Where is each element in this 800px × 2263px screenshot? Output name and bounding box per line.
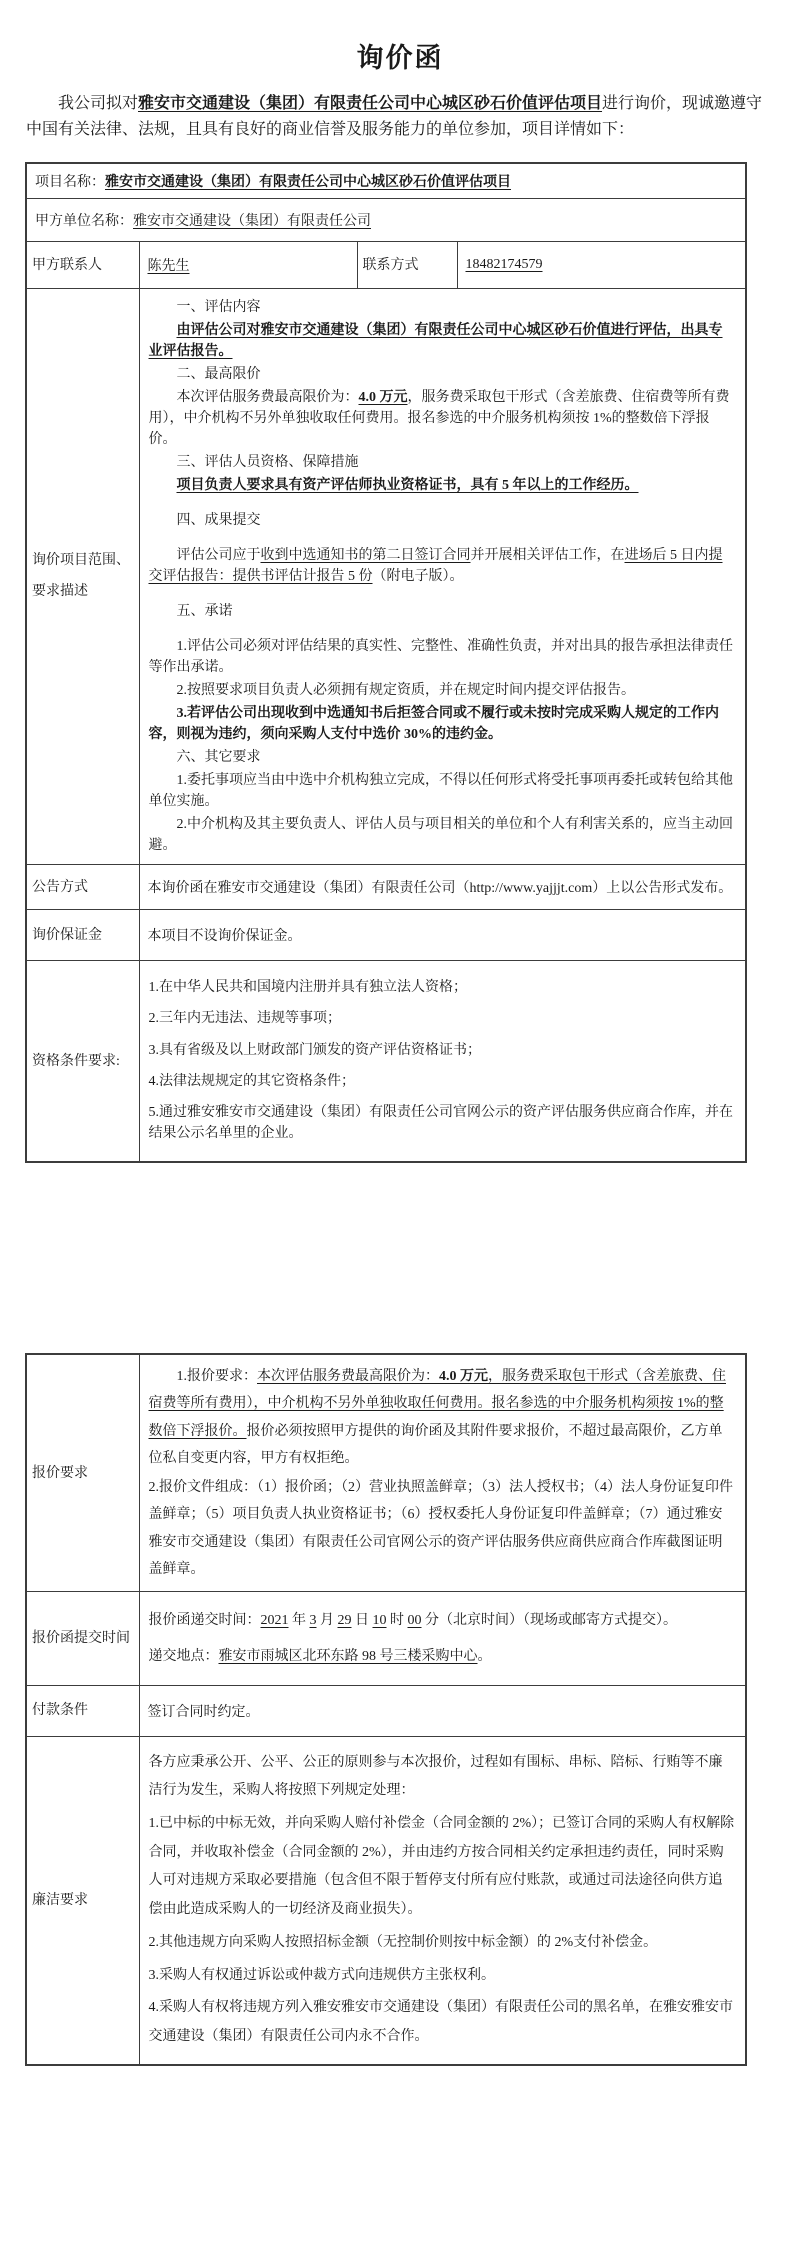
integrity-content	[139, 1736, 746, 2064]
text-segment: 2021	[260, 1613, 289, 1629]
paragraph	[149, 978, 737, 998]
project-name-label: 项目名称：	[35, 175, 105, 191]
paragraph	[149, 510, 737, 531]
text-segment: 4.法律法规规定的其它资格条件；	[148, 1074, 355, 1090]
text-segment: （附电子版）。	[372, 569, 464, 585]
text-segment: 我公司拟对	[58, 95, 139, 112]
text-segment: 递交地点：	[148, 1648, 219, 1664]
text-segment: 本次评估服务费最高限价为：	[257, 1368, 439, 1384]
text-segment: 进行询价，现诚邀遵守中国有关法律、法规，且具有良好的商业信誉及服务能力的单位参加，项目详情如下：	[26, 95, 763, 138]
text-segment: 4.采购人有权将违规方列入雅安雅安市交通建设（集团）有限责任公司的黑名单，在雅安雅安市交通建设（集团）有限责任公司内永不合作。	[148, 2000, 733, 2044]
text-segment: 3.若评估公司出现收到中选通知书后拒签合同或不履行或未按时完成采购人规定的工作内容，则视为违约，须向采购人支付中选价 30%的违约金。	[148, 706, 719, 743]
paragraph	[149, 680, 737, 701]
paragraph	[149, 814, 737, 856]
text-segment: 本次评估服务费最高限价为：	[176, 390, 359, 406]
paragraph	[149, 1749, 737, 1806]
text-segment: 29	[337, 1613, 352, 1629]
text-segment: 六、其它要求	[176, 750, 261, 766]
text-segment: 五、承诺	[176, 604, 233, 620]
text-segment: 一、评估内容	[176, 300, 261, 316]
project-name-cell	[26, 163, 746, 199]
text-segment: 项目负责人要求具有资产评估师执业资格证书，具有 5 年以上的工作经历。	[176, 478, 639, 494]
text-segment: 雅安市雨城区北环东路 98 号三楼采购中心	[218, 1648, 478, 1664]
paragraph	[149, 545, 737, 587]
scope-label: 询价项目范围、要求描述	[26, 289, 139, 865]
text-segment: 日	[351, 1613, 373, 1629]
row-quote-requirements	[26, 1354, 746, 1592]
row-integrity	[26, 1736, 746, 2064]
text-segment: 。	[477, 1648, 492, 1664]
paragraph	[149, 320, 737, 362]
paragraph	[149, 475, 737, 496]
paragraph	[149, 1041, 737, 1061]
intro-paragraph	[26, 91, 770, 142]
text-segment: 1.已中标的中标无效，并向采购人赔付补偿金（合同金额的 2%）；已签订合同的采购人有权解除合同，并收取补偿金（合同金额的 2%），并由违约方按合同相关约定承担违约责任，同时采购人可对违规方采取必要措施（包含但不限于暂停支付所有应付账款，或通过司法途径向供方追偿由此造成采购人的一切经济及商业损失）。	[148, 1816, 735, 1918]
row-deposit	[26, 910, 746, 961]
paragraph	[149, 1474, 737, 1583]
paragraph	[149, 747, 737, 768]
text-segment: 四、成果提交	[176, 513, 261, 529]
text-segment: 并开展相关评估工作，在	[470, 548, 625, 564]
payment-terms-label: 付款条件	[26, 1685, 139, 1736]
text-segment: 5.通过雅安雅安市交通建设（集团）有限责任公司官网公示的资产评估服务供应商合作库，并在结果公示名单里的企业。	[148, 1105, 733, 1141]
paragraph	[149, 1608, 737, 1633]
paragraph	[149, 1103, 737, 1144]
row-payment-terms	[26, 1685, 746, 1736]
text-segment: ，服务费采取包干形式（含差旅费、住宿费等所有费用），中介机构不另外单独收取任何费用。报名参选的中介服务机构须按 1%的整数倍下浮报价。	[148, 1368, 726, 1439]
paragraph	[149, 364, 737, 385]
text-segment: 4.0 万元	[358, 390, 408, 406]
project-name-value: 雅安市交通建设（集团）有限责任公司中心城区砂石价值评估项目	[105, 175, 511, 191]
text-segment: 三、评估人员资格、保障措施	[176, 455, 359, 471]
submit-time-label: 报价函提交时间	[26, 1592, 139, 1685]
text-segment: 报价必须按照甲方提供的询价函及其附件要求报价，不超过最高限价，乙方单位私自变更内容，甲方有权拒绝。	[148, 1423, 723, 1466]
paragraph	[149, 636, 737, 678]
text-segment: 2.按照要求项目负责人必须拥有规定资质，并在规定时间内提交评估报告。	[176, 683, 635, 699]
text-segment: 00	[407, 1613, 422, 1629]
scope-content	[139, 289, 746, 865]
deposit-content: 本项目不设询价保证金。	[139, 910, 746, 961]
paragraph	[149, 1363, 737, 1472]
row-project-name	[26, 163, 746, 199]
text-segment: 二、最高限价	[176, 367, 261, 383]
paragraph	[149, 452, 737, 473]
paragraph	[149, 1072, 737, 1092]
phone-cell	[457, 242, 746, 289]
quotation-table	[25, 1353, 747, 2066]
phone-value: 18482174579	[465, 257, 543, 273]
row-contact	[26, 242, 746, 289]
contact-name-cell	[139, 242, 357, 289]
row-submit-time	[26, 1592, 746, 1685]
party-a-cell	[26, 199, 746, 242]
text-segment: 4.0 万元	[439, 1368, 488, 1384]
document-title: 询价函	[356, 43, 444, 73]
paragraph	[149, 387, 737, 450]
text-segment: 收到中选通知书的第二日签订合同	[260, 548, 471, 564]
deposit-label: 询价保证金	[26, 910, 139, 961]
text-segment: 由评估公司对雅安市交通建设（集团）有限责任公司中心城区砂石价值进行评估，出具专业评估报告。	[148, 323, 723, 360]
contact-name-value: 陈先生	[147, 259, 190, 275]
integrity-label: 廉洁要求	[26, 1736, 139, 2064]
paragraph	[149, 297, 737, 318]
text-segment: 3.具有省级及以上财政部门颁发的资产评估资格证书；	[148, 1042, 481, 1058]
phone-label: 联系方式	[357, 242, 457, 289]
paragraph	[149, 1962, 737, 1991]
text-segment: 雅安市交通建设（集团）有限责任公司中心城区砂石价值评估项目	[138, 95, 603, 112]
text-segment: 进场后 5 日内提交评估报告：提供书评估计报告 5 份	[148, 548, 723, 585]
text-segment: 2.其他违规方向采购人按照招标金额（无控制价则按中标金额）的 2%支付补偿金。	[148, 1934, 658, 1950]
row-party-a-name	[26, 199, 746, 242]
paragraph	[149, 770, 737, 812]
text-segment: 时	[386, 1613, 408, 1629]
inquiry-details-table	[25, 162, 747, 1163]
paragraph	[149, 1644, 737, 1669]
text-segment: 1.评估公司必须对评估结果的真实性、完整性、准确性负责，并对出具的报告承担法律责任等作出承诺。	[148, 639, 733, 676]
paragraph	[149, 1009, 737, 1029]
row-qualifications	[26, 961, 746, 1162]
text-segment: 2.报价文件组成：（1）报价函；（2）营业执照盖鲜章；（3）法人授权书；（4）法人身份证复印件盖鲜章；（5）项目负责人执业资格证书；（6）授权委托人身份证复印件盖鲜章；（7）通过雅安雅安市交通建设（集团）有限责任公司官网公示的资产评估服务供应商供应商合作库截图证明盖鲜章。	[148, 1480, 733, 1578]
text-segment: 3	[309, 1613, 317, 1629]
row-announcement	[26, 865, 746, 910]
paragraph	[149, 703, 737, 745]
paragraph	[149, 1929, 737, 1958]
qualifications-content	[139, 961, 746, 1162]
paragraph	[149, 1994, 737, 2051]
quote-requirements-label: 报价要求	[26, 1354, 139, 1592]
contact-label: 甲方联系人	[26, 242, 139, 289]
text-segment: 分（北京时间）（现场或邮寄方式提交）。	[421, 1613, 677, 1629]
text-segment: 1.报价要求：	[176, 1368, 257, 1384]
text-segment: 月	[316, 1613, 338, 1629]
text-segment: 10	[372, 1613, 387, 1629]
text-segment: 报价函递交时间：	[148, 1613, 261, 1629]
text-segment: 2.中介机构及其主要负责人、评估人员与项目相关的单位和个人有利害关系的，应当主动回避。	[148, 817, 733, 854]
announcement-content: 本询价函在雅安市交通建设（集团）有限责任公司（http://www.yajjjt.com）上以公告形式发布。	[139, 865, 746, 910]
text-segment: 年	[288, 1613, 310, 1629]
announcement-label: 公告方式	[26, 865, 139, 910]
payment-terms-content: 签订合同时约定。	[139, 1685, 746, 1736]
row-scope	[26, 289, 746, 865]
text-segment: 2.三年内无违法、违规等事项；	[148, 1011, 341, 1027]
quote-requirements-content	[139, 1354, 746, 1592]
text-segment: 评估公司应于	[176, 548, 261, 564]
text-segment: ，服务费采取包干形式（含差旅费、住宿费等所有费用），中介机构不另外单独收取任何费用。报名参选的中介服务机构须按 1%的整数倍下浮报价。	[148, 390, 730, 448]
qualifications-label: 资格条件要求:	[26, 961, 139, 1162]
party-a-value: 雅安市交通建设（集团）有限责任公司	[133, 214, 371, 230]
text-segment: 1.委托事项应当由中选中介机构独立完成，不得以任何形式将受托事项再委托或转包给其他单位实施。	[148, 773, 733, 810]
text-segment: 1.在中华人民共和国境内注册并具有独立法人资格；	[148, 980, 467, 996]
submit-time-content	[139, 1592, 746, 1685]
paragraph	[149, 1810, 737, 1925]
paragraph	[149, 601, 737, 622]
text-segment: 3.采购人有权通过诉讼或仲裁方式向违规供方主张权利。	[148, 1967, 495, 1983]
party-a-label: 甲方单位名称：	[35, 214, 133, 230]
text-segment: 各方应秉承公开、公平、公正的原则参与本次报价，过程如有围标、串标、陪标、行贿等不廉洁行为发生，采购人将按照下列规定处理：	[148, 1754, 723, 1799]
